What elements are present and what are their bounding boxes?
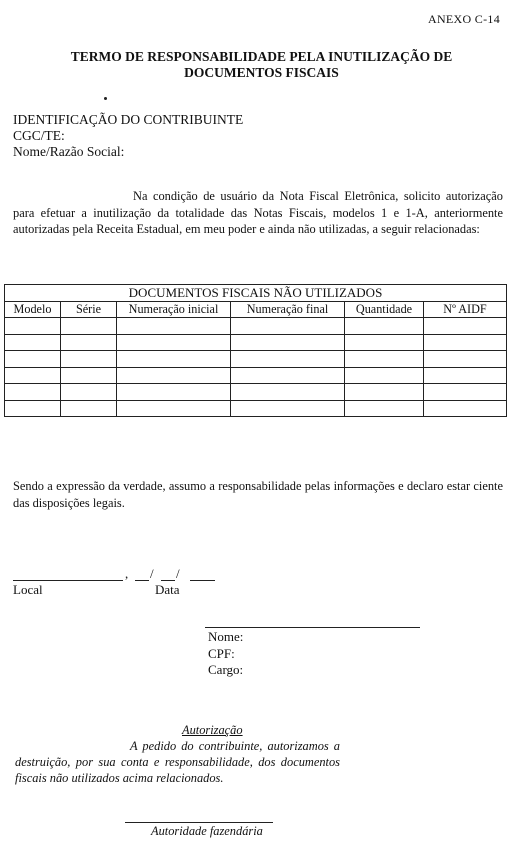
table-row	[5, 367, 507, 384]
column-header: Série	[61, 302, 117, 318]
identification-heading: IDENTIFICAÇÃO DO CONTRIBUINTE	[13, 112, 244, 127]
table-cell	[117, 384, 231, 401]
table-cell	[345, 400, 424, 417]
table-cell	[5, 367, 61, 384]
table-caption: DOCUMENTOS FISCAIS NÃO UTILIZADOS	[5, 285, 507, 302]
table-cell	[5, 334, 61, 351]
declaration-paragraph: Sendo a expressão da verdade, assumo a responsabilidade pelas informações e declaro estar ciente das disposições legais.	[13, 479, 503, 510]
taxpayer-identification	[13, 112, 243, 160]
table-cell	[424, 351, 507, 368]
table-cell	[117, 351, 231, 368]
signatory-signature-line	[205, 627, 420, 628]
annex-label: ANEXO C-14	[428, 12, 500, 26]
table-cell	[231, 384, 345, 401]
unused-documents-table	[4, 284, 507, 417]
comma-separator: ,	[125, 566, 129, 581]
table-row	[5, 351, 507, 368]
table-row	[5, 318, 507, 335]
table-cell	[117, 334, 231, 351]
column-header: Numeração final	[231, 302, 345, 318]
table-cell	[424, 367, 507, 384]
month-line	[161, 580, 175, 581]
table-cell	[5, 318, 61, 335]
column-header: Nº AIDF	[424, 302, 507, 318]
authority-signature-line	[125, 822, 273, 823]
company-name-field-label: Nome/Razão Social:	[13, 144, 125, 159]
day-line	[135, 580, 149, 581]
table-cell	[424, 384, 507, 401]
table-row	[5, 334, 507, 351]
title-line-2: DOCUMENTOS FISCAIS	[184, 65, 339, 80]
table-cell	[231, 367, 345, 384]
table-cell	[424, 400, 507, 417]
document-title	[0, 49, 523, 81]
table-row	[5, 400, 507, 417]
table-cell	[345, 351, 424, 368]
year-line	[190, 580, 215, 581]
date-slash: /	[176, 566, 180, 581]
signatory-role-label: Cargo:	[208, 662, 244, 677]
table-cell	[5, 400, 61, 417]
table-cell	[117, 400, 231, 417]
title-line-1: TERMO DE RESPONSABILIDADE PELA INUTILIZAÇÃO DE	[70, 49, 453, 64]
table-cell	[231, 318, 345, 335]
date-label: Data	[155, 582, 180, 597]
table-cell	[61, 334, 117, 351]
authorization-paragraph	[15, 738, 340, 786]
local-signature-line	[13, 580, 123, 581]
table-cell	[424, 318, 507, 335]
signatory-info	[208, 629, 243, 679]
signatory-name-label: Nome:	[208, 629, 244, 644]
column-header: Numeração inicial	[117, 302, 231, 318]
column-header: Modelo	[5, 302, 61, 318]
table-cell	[61, 351, 117, 368]
table-cell	[5, 351, 61, 368]
stray-dot	[104, 97, 107, 100]
request-paragraph	[13, 188, 503, 238]
table-cell	[345, 367, 424, 384]
table-cell	[345, 318, 424, 335]
authorization-text: A pedido do contribuinte, autorizamos a destruição, por sua conta e responsabilidade, dos documentos fiscais não utilizados acima relacionados.	[15, 739, 340, 785]
table-cell	[61, 384, 117, 401]
date-slash: /	[150, 566, 154, 581]
table-cell	[117, 367, 231, 384]
table-cell	[345, 384, 424, 401]
table-cell	[61, 400, 117, 417]
local-label: Local	[13, 582, 43, 597]
cgc-field-label: CGC/TE:	[13, 128, 65, 143]
request-text: Na condição de usuário da Nota Fiscal Eletrônica, solicito autorização para efetuar a inutilização da totalidade das Notas Fiscais, modelos 1 e 1-A, anteriormente autorizadas pela Receita Estadual, em meu poder e ainda não utilizadas, a seguir relacionadas:	[13, 189, 503, 236]
table-cell	[231, 334, 345, 351]
table-row	[5, 384, 507, 401]
table-cell	[345, 334, 424, 351]
table-header-row	[5, 302, 507, 318]
table-cell	[424, 334, 507, 351]
table-cell	[117, 318, 231, 335]
table-cell	[231, 400, 345, 417]
table-cell	[61, 367, 117, 384]
table-cell	[231, 351, 345, 368]
signatory-cpf-label: CPF:	[208, 645, 235, 661]
column-header: Quantidade	[345, 302, 424, 318]
authority-label: Autoridade fazendária	[151, 824, 263, 838]
table-cell	[61, 318, 117, 335]
authorization-title: Autorização	[182, 723, 243, 737]
table-cell	[5, 384, 61, 401]
